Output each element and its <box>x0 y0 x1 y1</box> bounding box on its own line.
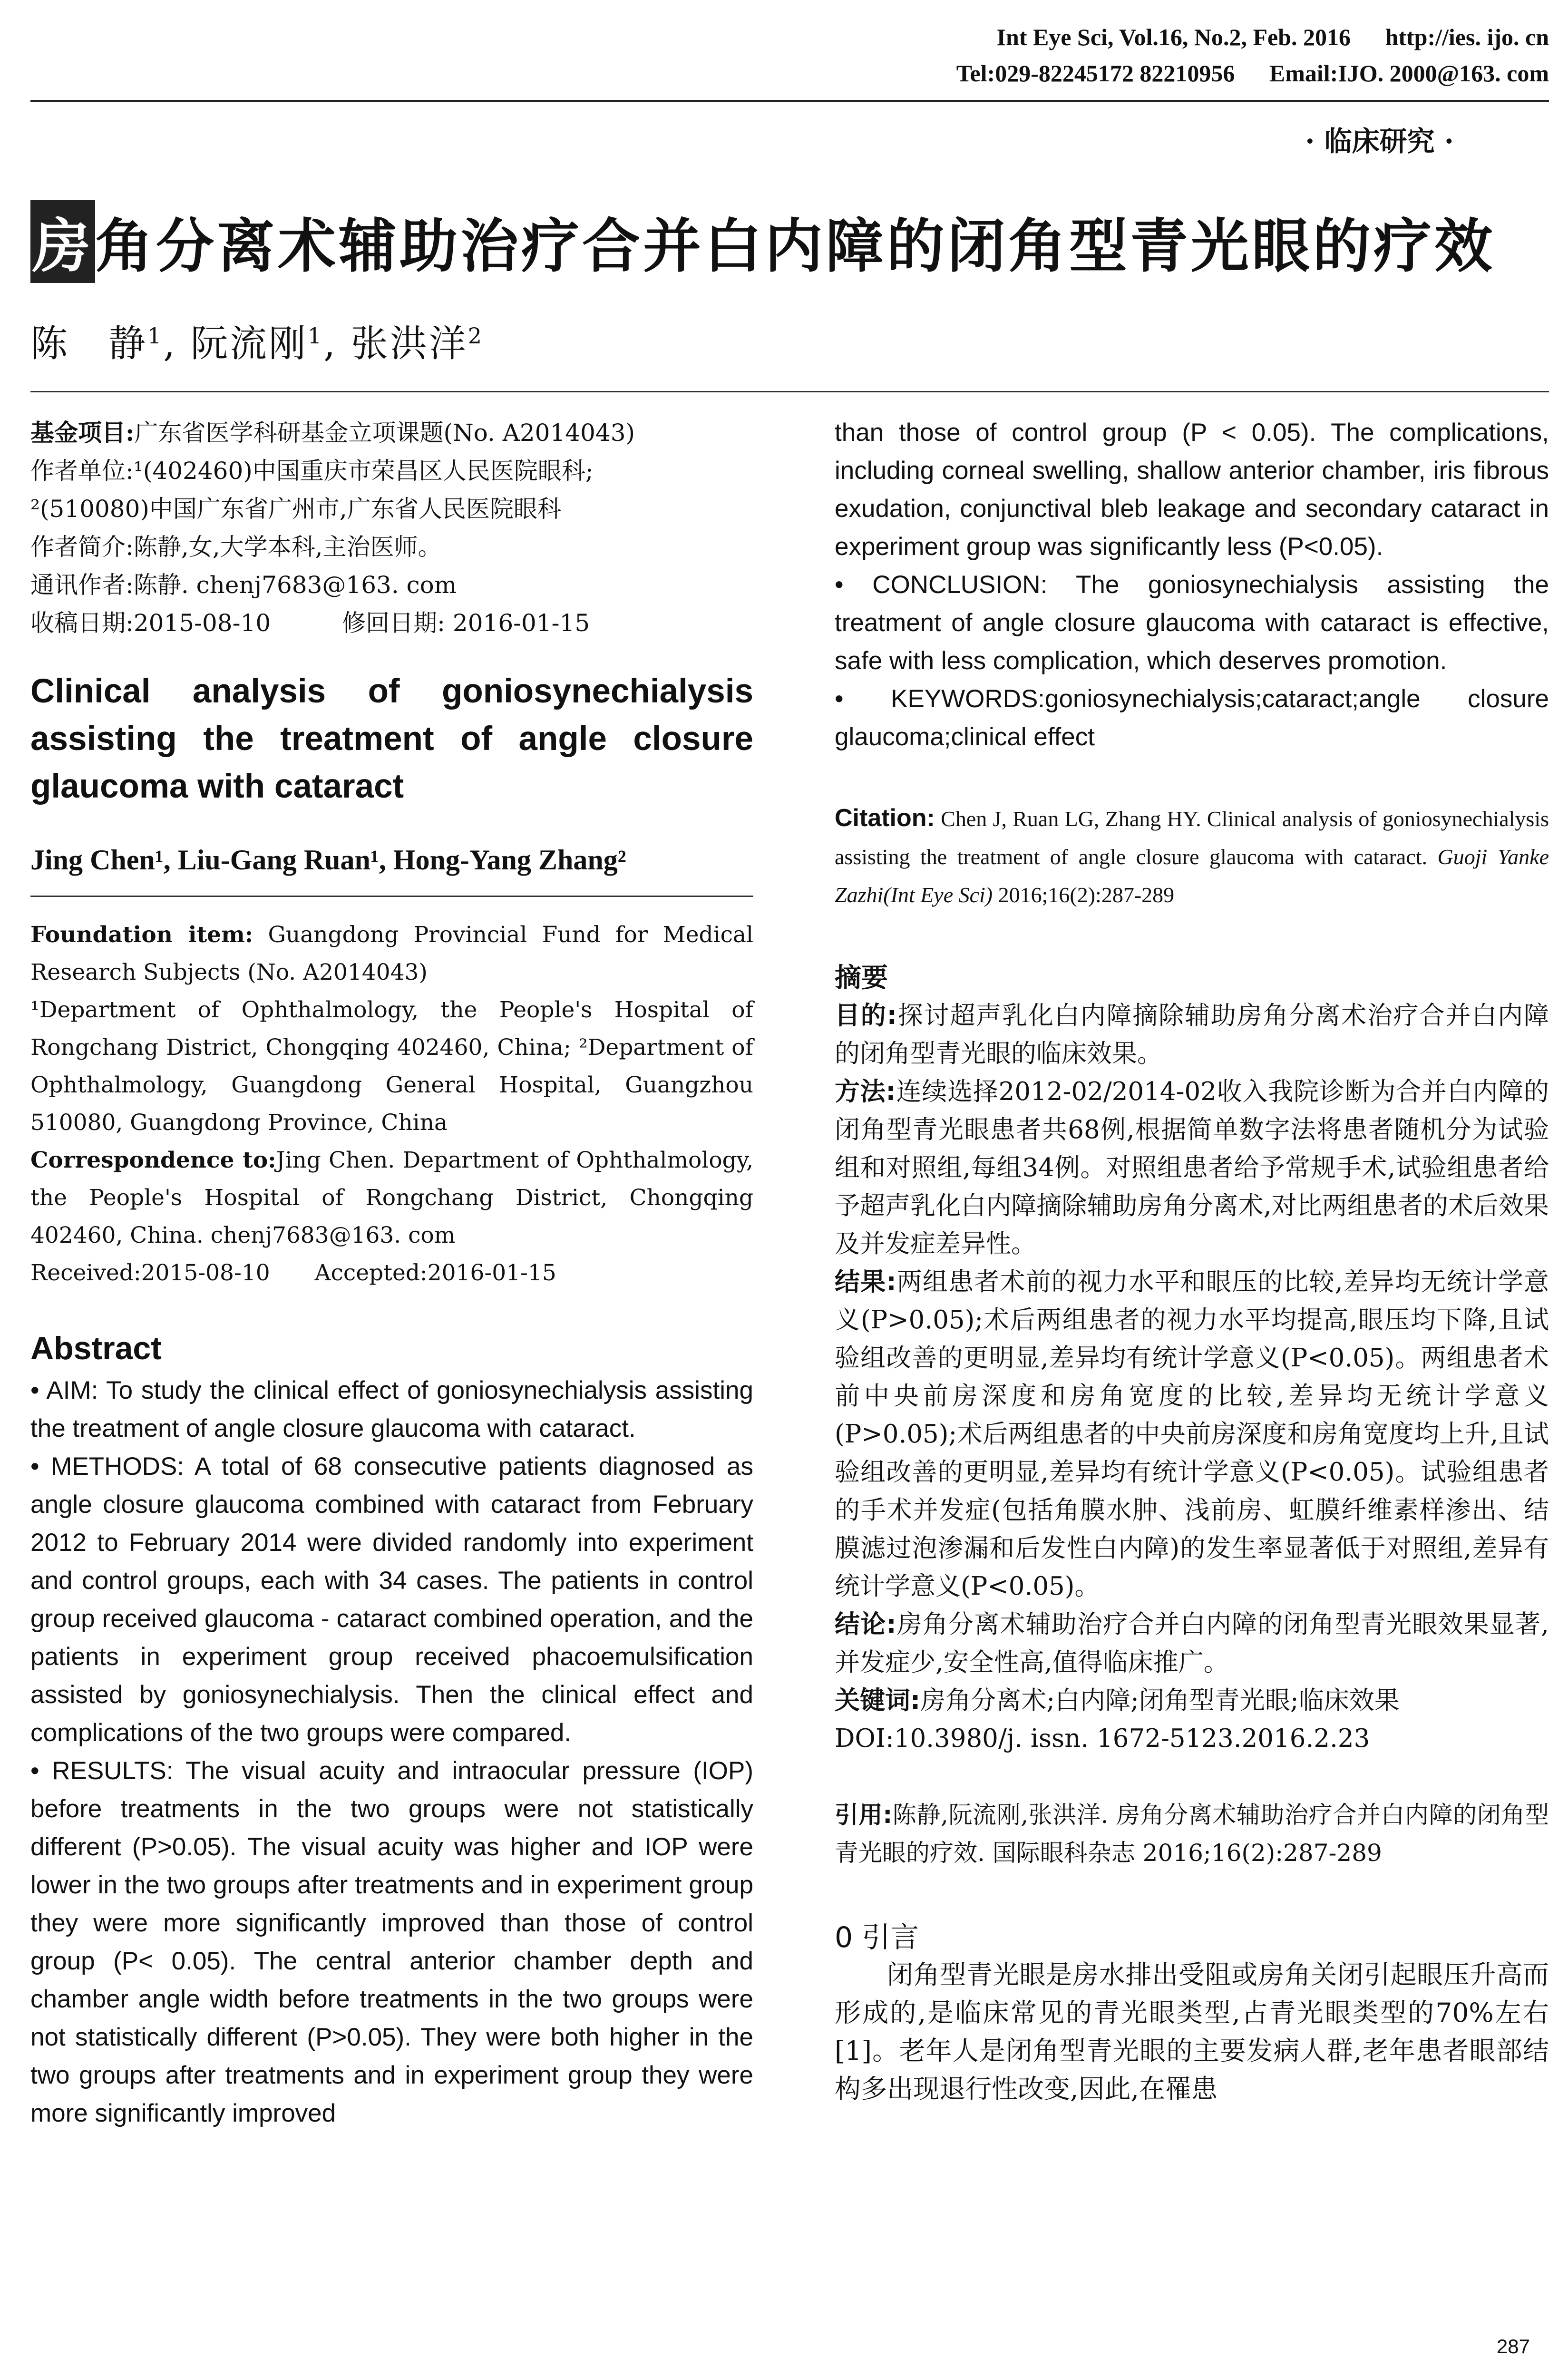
section-tag: · 临床研究 · <box>1305 125 1454 157</box>
cn-abs-results: 结果:两组患者术前的视力水平和眼压的比较,差异均无统计学意义(P>0.05);术后两组患者的视力水平均提高,眼压均下降,且试验组改善的更明显,差异均有统计学意义(P<0.05)。两组患者术前中央前房深度和房角宽度的比较,差异均无统计学意义(P>0.05);术后两组患者的中央前房深度和房角宽度均上升,且试验组改善的更明显,差异均有统计学意义(P<0.05)。试验组患者的手术并发症(包括角膜水肿、浅前房、虹膜纤维素样渗出、结膜滤过泡渗漏和后发性白内障)的发生率显著低于对照组,差异有统计学意义(P<0.05)。 <box>835 1267 1549 1601</box>
citation-en <box>835 799 1549 914</box>
intro-heading: 0 引言 <box>835 1921 919 1954</box>
author-name: 张洪洋 <box>351 322 468 365</box>
title-first-char: 房 <box>30 200 95 283</box>
cn-abstract <box>835 997 1549 1758</box>
abstract-results-cont: than those of control group (P < 0.05). The complications, including corneal swelling, shallow anterior chamber, iris fibrous exudation, conjunctival bleb leakage and secondary cataract in experiment group was significantly less (P<0.05). <box>835 419 1549 561</box>
cn-abstract-heading: 摘要 <box>835 963 888 994</box>
right-column <box>835 414 1549 2108</box>
article-title-en: Clinical analysis of goniosynechialysis assisting the treatment of angle closure glaucoma with cataract <box>30 672 753 805</box>
author-aff: 2 <box>467 323 484 349</box>
journal-email[interactable]: Email:IJO. 2000@163. com <box>1269 60 1549 87</box>
cn-abs-aim: 目的:探讨超声乳化白内障摘除辅助房角分离术治疗合并白内障的闭角型青光眼的临床效果。 <box>835 1001 1549 1068</box>
abstract-heading: Abstract <box>30 1330 162 1366</box>
info-line: 通讯作者:陈静. chenj7683@163. com <box>30 571 457 599</box>
received-dates: Received:2015-08-10 Accepted:2016-01-15 <box>30 1260 556 1286</box>
author-aff: 1 <box>307 323 324 349</box>
authors-cn: 陈 静$^1$, 阮流刚$^1$, 张洪洋$^2$ <box>30 322 484 365</box>
journal-tel: Tel:029-82245172 82210956 <box>956 60 1235 87</box>
citation-label: Citation: <box>835 804 935 832</box>
journal-url[interactable]: http://ies. ijo. cn <box>1385 24 1549 50</box>
author-aff: 1 <box>147 323 164 349</box>
citation-text: Chen J, Ruan LG, Zhang HY. Clinical analysis of goniosynechialysis assisting the treatment of angle closure glaucoma with cataract. <box>835 807 1549 869</box>
cn-abs-conclusion: 结论:房角分离术辅助治疗合并白内障的闭角型青光眼效果显著,并发症少,安全性高,值得临床推广。 <box>835 1610 1549 1677</box>
cn-abs-keywords: 关键词:房角分离术;白内障;闭角型青光眼;临床效果 <box>835 1686 1400 1715</box>
page-number: 287 <box>1496 2335 1530 2358</box>
cn-info-block <box>30 414 753 642</box>
foundation-item: Foundation item: Guangdong Provincial Fund for Medical Research Subjects (No. A2014043) <box>30 922 753 985</box>
abstract-methods: • METHODS: A total of 68 consecutive patients diagnosed as angle closure glaucoma combined with cataract from February 2012 to February 2014 were divided randomly into experiment and control groups, each with 34 cases. The patients in control group received glaucoma - cataract combined operation, and the patients in experiment group received phacoemulsification assisted by goniosynechialysis. Then the clinical effect and complications of the two groups were compared. <box>30 1452 753 1747</box>
info-line: 基金项目:广东省医学科研基金立项课题(No. A2014043) <box>30 419 635 447</box>
journal-header <box>928 19 1549 91</box>
citation-tail: 2016;16(2):287-289 <box>998 883 1175 907</box>
article-title-cn <box>30 200 1495 283</box>
abstract-results: • RESULTS: The visual acuity and intraocular pressure (IOP) before treatments in the two groups were not statistically different (P>0.05). The visual acuity was higher and IOP were lower in the two groups after treatments and in experiment group they were more significantly improved than those of control group (P< 0.05). The central anterior chamber depth and chamber angle width before treatments in the two groups were not statistically different (P>0.05). They were both higher in the two groups after treatments and in experiment group they were more significantly improved <box>30 1757 753 2127</box>
citation-cn: 引用:陈静,阮流刚,张洪洋. 房角分离术辅助治疗合并白内障的闭角型青光眼的疗效. 国际眼科杂志 2016;16(2):287-289 <box>835 1801 1549 1867</box>
author-name: 陈 静 <box>30 322 148 365</box>
info-line: 作者单位:¹(402460)中国重庆市荣昌区人民医院眼科; <box>30 457 594 485</box>
abstract-conclusion: • CONCLUSION: The goniosynechialysis assisting the treatment of angle closure glaucoma with cataract is effective, safe with less complication, which deserves promotion. <box>835 571 1549 675</box>
cn-abs-methods: 方法:连续选择2012-02/2014-02收入我院诊断为合并白内障的闭角型青光眼患者共68例,根据简单数字法将患者随机分为试验组和对照组,每组34例。对照组患者给予常规手术,试验组患者给予超声乳化白内障摘除辅助房角分离术,对比两组患者的术后效果及并发症差异性。 <box>835 1077 1549 1258</box>
left-column <box>30 414 753 2133</box>
authors-en: Jing Chen¹, Liu-Gang Ruan¹, Hong-Yang Zhang² <box>30 844 626 876</box>
author-name: 阮流刚 <box>190 322 308 365</box>
title-rest: 角分离术辅助治疗合并白内障的闭角型青光眼的疗效 <box>95 213 1495 280</box>
intro-paragraph: 闭角型青光眼是房水排出受阻或房角关闭引起眼压升高而形成的,是临床常见的青光眼类型,占青光眼类型的70%左右[1]。老年人是闭角型青光眼的主要发病人群,老年患者眼部结构多出现退行性改变,因此,在罹患 <box>835 1959 1549 2104</box>
abstract-keywords: • KEYWORDS:goniosynechialysis;cataract;angle closure glaucoma;clinical effect <box>835 685 1549 751</box>
info-line: ²(510080)中国广东省广州市,广东省人民医院眼科 <box>30 495 561 523</box>
abstract-aim: • AIM: To study the clinical effect of goniosynechialysis assisting the treatment of angle closure glaucoma with cataract. <box>30 1376 753 1442</box>
info-line: 作者简介:陈静,女,大学本科,主治医师。 <box>30 533 442 561</box>
cn-abs-doi[interactable]: DOI:10.3980/j. issn. 1672-5123.2016.2.23 <box>835 1724 1370 1753</box>
authors-rule <box>30 896 753 897</box>
info-line: 收稿日期:2015-08-10 修回日期: 2016-01-15 <box>30 609 590 637</box>
correspondence: Correspondence to:Jing Chen. Department of Ophthalmology, the People's Hospital of Rongchang District, Chongqing 402460, China. chenj7683@163. com <box>30 1147 753 1248</box>
journal-citation: Int Eye Sci, Vol.16, No.2, Feb. 2016 <box>996 24 1351 50</box>
citation-journal: Guoji Yanke Zazhi(Int Eye Sci) <box>835 845 1549 907</box>
title-rule <box>30 391 1549 392</box>
header-rule <box>30 100 1549 102</box>
affiliations-en: ¹Department of Ophthalmology, the People's Hospital of Rongchang District, Chongqing 402460, China; ²Department of Ophthalmology, Guangdong General Hospital, Guangzhou 510080, Guangdong Province, China <box>30 997 753 1136</box>
